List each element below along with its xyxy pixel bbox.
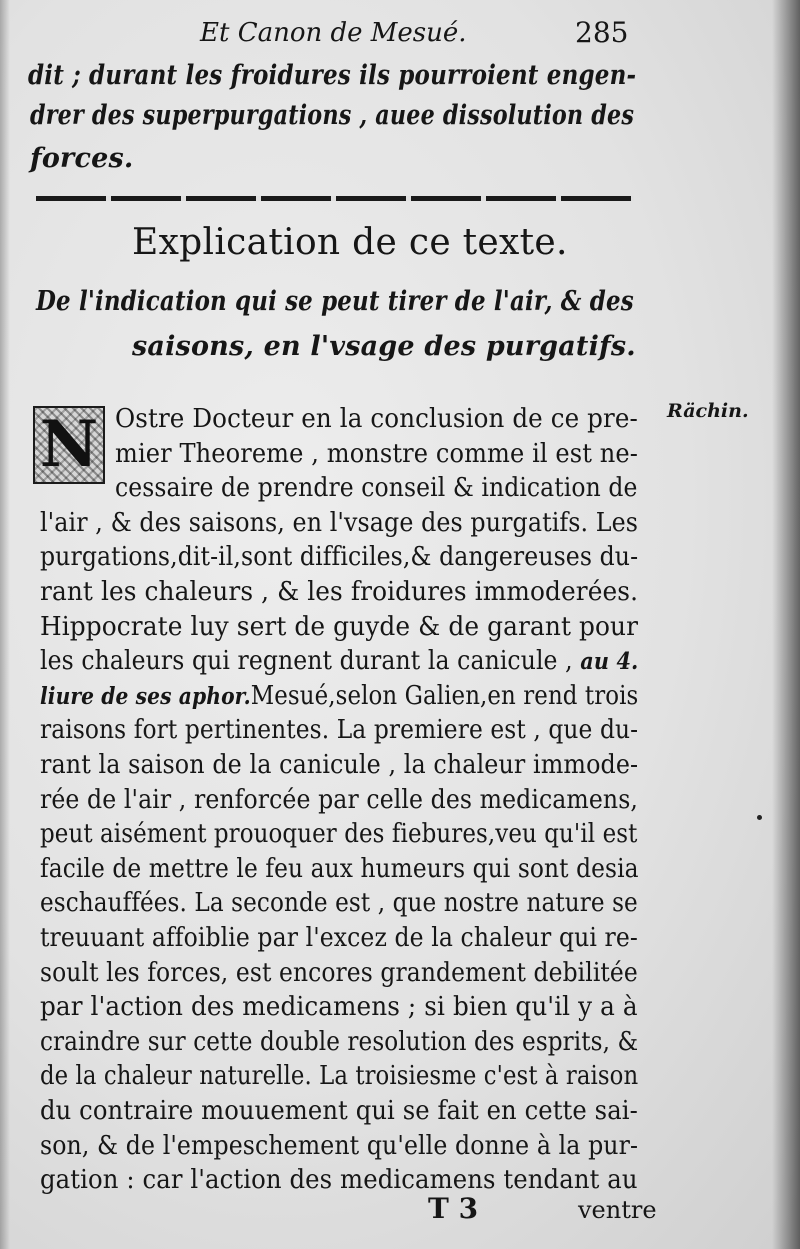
body-line (40, 992, 638, 1023)
body-line (40, 1096, 638, 1126)
body-line (40, 680, 639, 711)
catchword: ventre (578, 1196, 657, 1224)
body-line (40, 507, 639, 538)
body-line-text: craindre sur cette double resolution des esprits, & (40, 1026, 639, 1057)
body-line-text: cessaire de prendre conseil & indication de (115, 473, 638, 504)
section-subtitle-line-1: De l'indication qui se peut tirer de l'air, & des (36, 286, 634, 317)
body-line (40, 750, 639, 780)
ink-speck (757, 815, 762, 820)
body-line-text: l'air , & des saisons, en l'vsage des purgatifs. Les (40, 507, 639, 538)
body-line (40, 784, 638, 815)
body-line-text: facile de mettre le feu aux humeurs qui sont desia (40, 853, 639, 884)
page-left-edge-shadow (0, 0, 10, 1249)
body-line (40, 888, 638, 919)
body-line (115, 438, 639, 469)
body-line (115, 404, 638, 434)
body-line-text: de la chaleur naturelle. La troisiesme c'est à raison (40, 1061, 639, 1092)
section-divider-rule (36, 196, 634, 201)
body-line-text: rée de l'air , renforcée par celle des medicamens, (40, 784, 638, 815)
body-line (40, 611, 639, 642)
body-line (40, 715, 639, 746)
body-line-text: purgations,dit-il,sont difficiles,& dangereuses du- (40, 542, 639, 573)
body-line (40, 923, 638, 953)
body-line-text: Hippocrate luy sert de guyde & de garant pour (40, 611, 639, 642)
intro-line-1: dit ; durant les froidures ils pourroient engen- (28, 60, 637, 91)
body-line-text: du contraire mouuement qui se fait en cette sai- (40, 1096, 638, 1126)
body-line-text: gation : car l'action des medicamens tendant au (40, 1165, 638, 1196)
intro-line-3: forces. (30, 143, 134, 174)
section-subtitle-line-2: saisons, en l'vsage des purgatifs. (132, 331, 636, 362)
body-line (40, 1061, 639, 1092)
body-line-italic: liure de ses aphor. (40, 682, 251, 710)
body-line-text: Ostre Docteur en la conclusion de ce pre- (115, 404, 638, 434)
page-gutter-shadow (772, 0, 800, 1249)
body-line (40, 542, 639, 573)
body-line-text: par l'action des medicamens ; si bien qu'il y a à (40, 992, 638, 1023)
body-line (115, 473, 638, 504)
marginal-note: Rächin. (667, 400, 749, 422)
drop-cap-initial: N (33, 406, 105, 484)
intro-line-2: drer des superpurgations , auee dissolution des (30, 100, 635, 131)
body-line-text: soult les forces, est encores grandement debilitée (40, 957, 638, 988)
body-line-text: son, & de l'empeschement qu'elle donne à la pur- (40, 1130, 639, 1161)
body-line-text: rant les chaleurs , & les froidures immoderées. (40, 577, 639, 607)
body-line-text: mier Theoreme , monstre comme il est ne- (115, 438, 639, 469)
body-line-text: rant la saison de la canicule , la chaleur immode- (40, 750, 639, 780)
body-line-text: treuuant affoiblie par l'excez de la chaleur qui re- (40, 923, 638, 953)
body-line (40, 957, 638, 988)
body-line-italic: au 4. (580, 648, 639, 676)
body-line (40, 1026, 639, 1057)
body-line (40, 819, 638, 850)
body-line-text: eschauffées. La seconde est , que nostre nature se (40, 888, 638, 919)
body-line (40, 853, 639, 884)
body-line (40, 1165, 638, 1196)
body-line (40, 1130, 639, 1161)
body-line-text: Mesué,selon Galien,en rend trois (250, 680, 639, 711)
page-number: 285 (575, 16, 629, 49)
section-title: Explication de ce texte. (132, 222, 568, 263)
body-line (40, 646, 639, 677)
body-line-text: raisons fort pertinentes. La premiere est , que du- (40, 715, 639, 746)
body-line (40, 577, 639, 607)
body-line-text: les chaleurs qui regnent durant la canicule , (40, 646, 581, 677)
body-line-text: peut aisément prouoquer des fiebures,veu qu'il est (40, 819, 638, 850)
running-head: Et Canon de Mesué. (200, 18, 467, 48)
signature-mark: T 3 (428, 1192, 479, 1225)
